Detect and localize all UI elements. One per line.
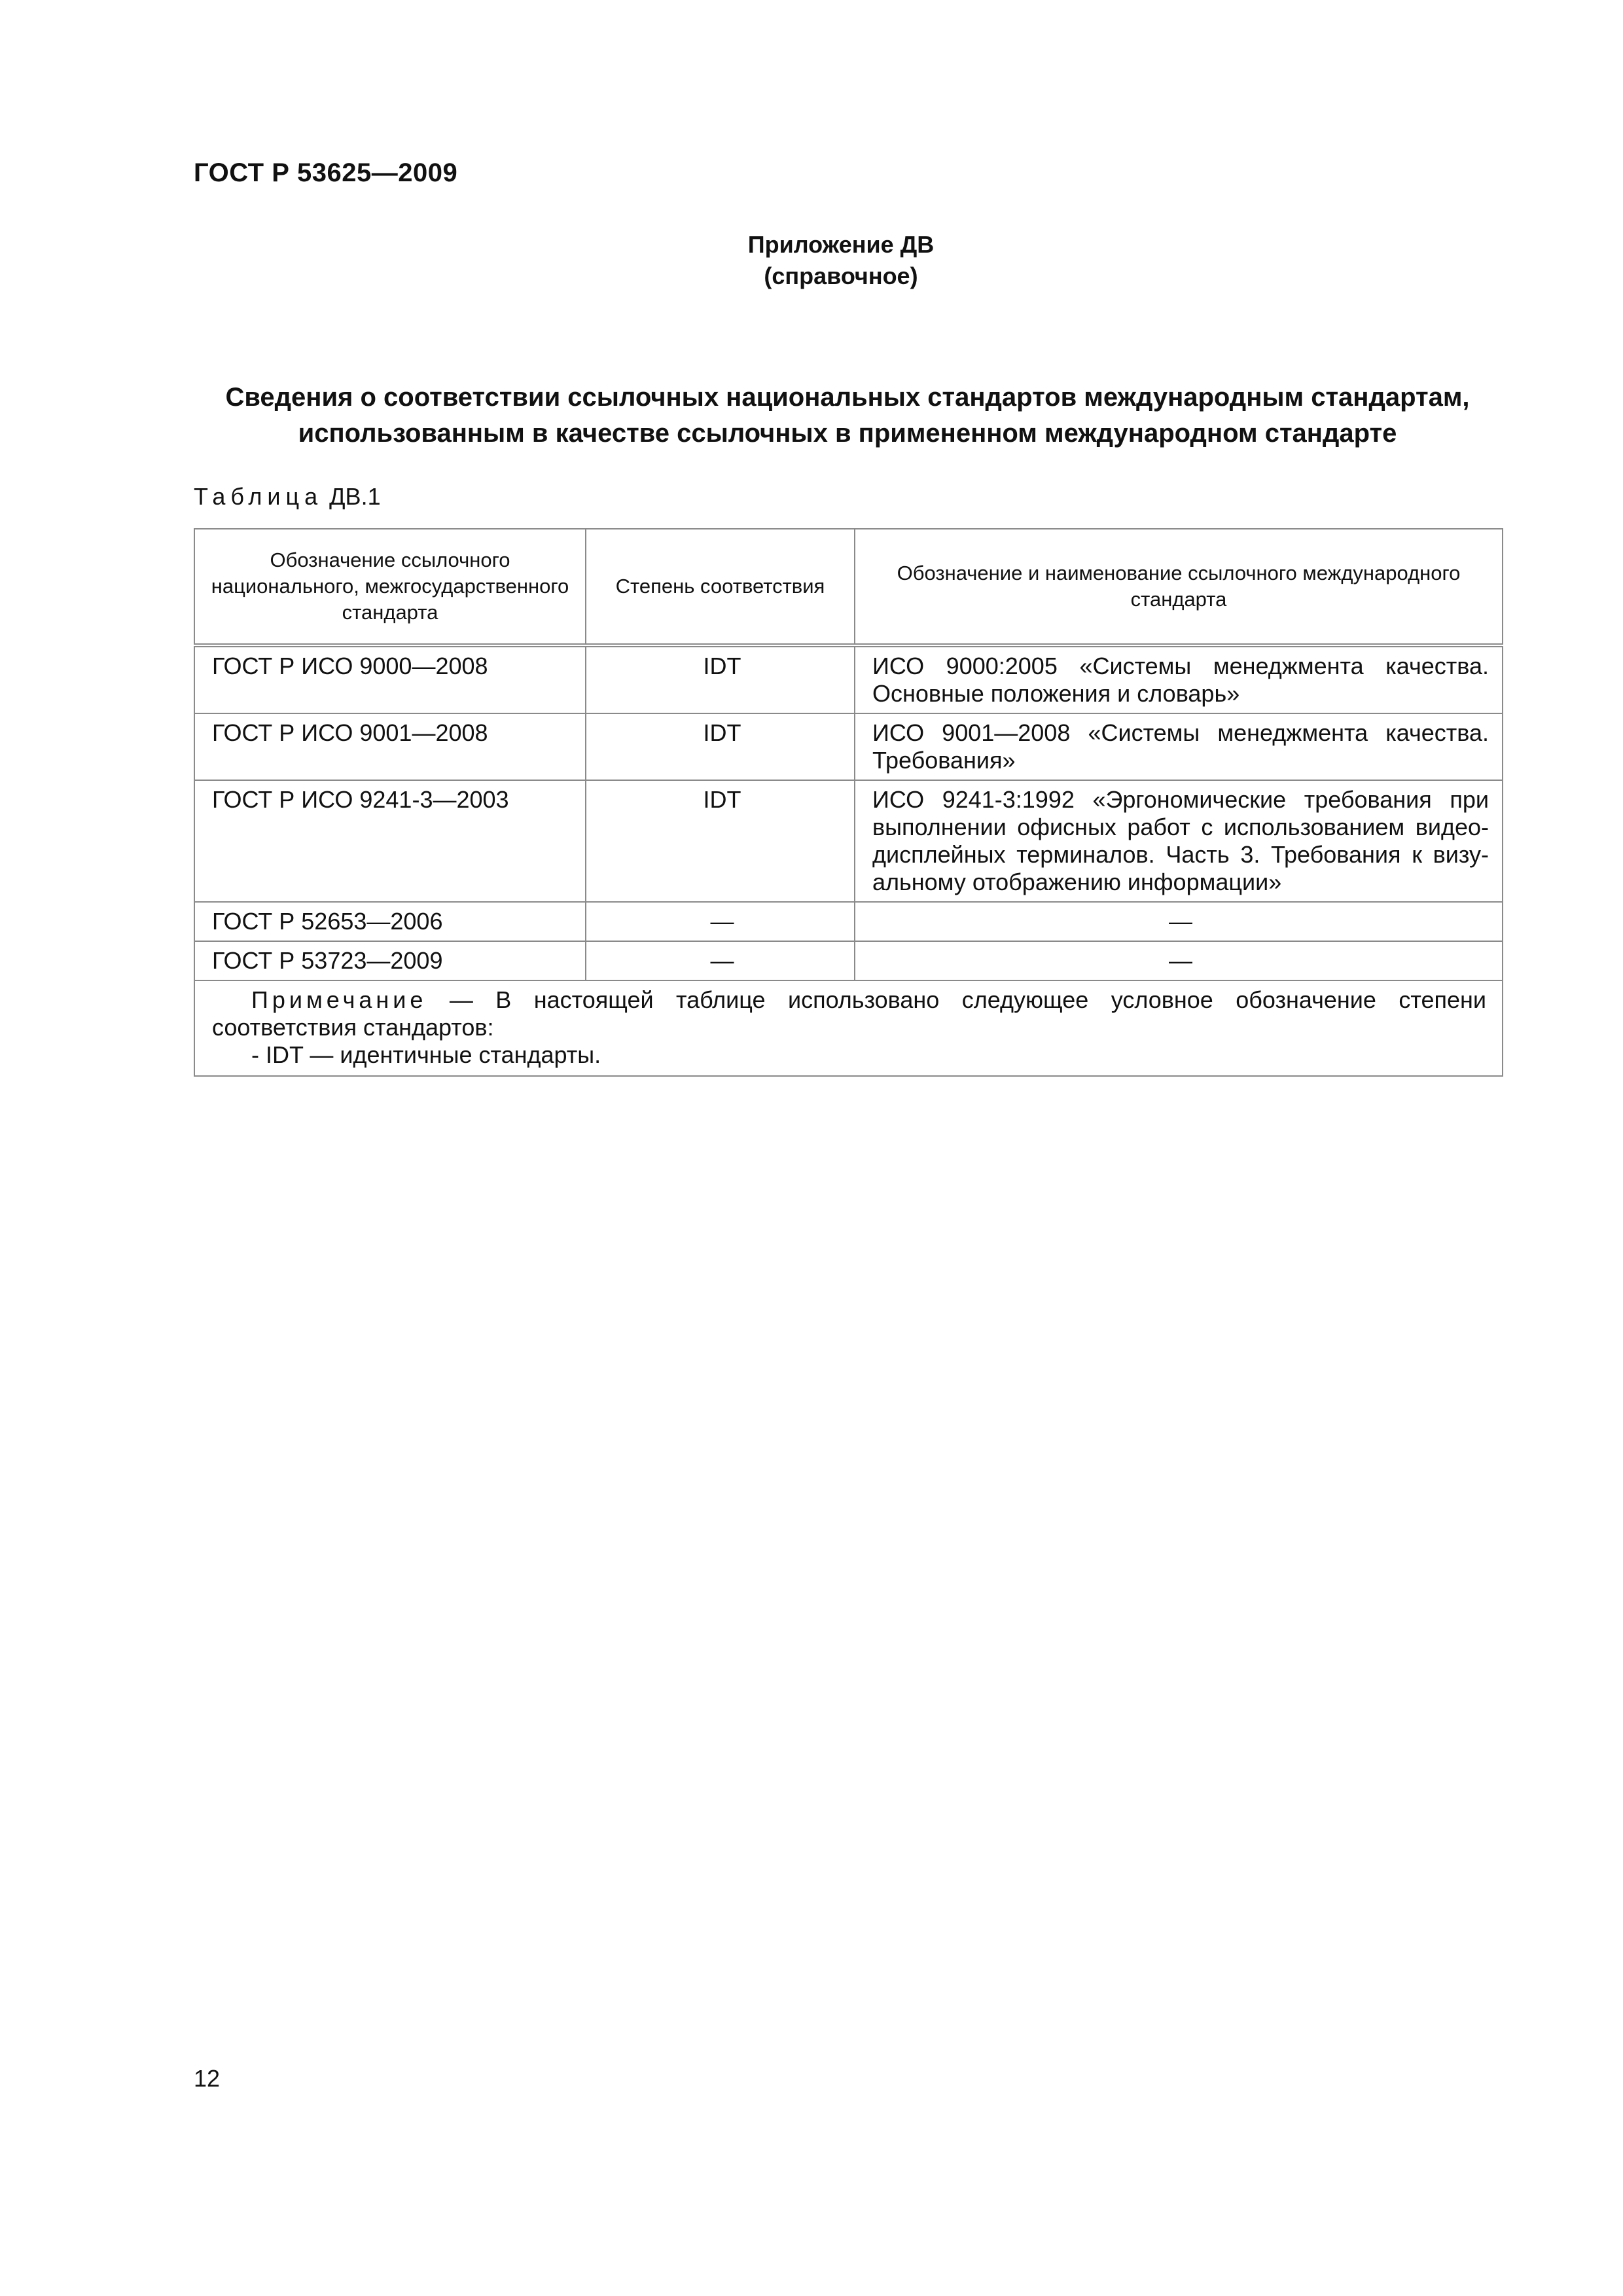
table-caption-word: Таблица (194, 483, 323, 510)
national-standard-cell: ГОСТ Р ИСО 9241-3—2003 (194, 780, 586, 902)
degree-cell: IDT (586, 780, 855, 902)
table-row (194, 713, 1503, 780)
national-standard-cell: ГОСТ Р ИСО 9001—2008 (194, 713, 586, 780)
section-title-line-2: использованным в качестве ссылочных в примененном международном стандарте (298, 419, 1397, 448)
page-number: 12 (194, 2065, 221, 2092)
appendix-heading (0, 229, 1623, 292)
national-standard-cell: ГОСТ Р ИСО 9000—2008 (194, 645, 586, 713)
note-text: — В настоящей таблице использовано следующее условное обозначение степени соответствия стандартов: (212, 986, 1486, 1041)
table-row (194, 780, 1503, 902)
table-row (194, 941, 1503, 980)
degree-cell: — (586, 941, 855, 980)
standards-correspondence-table (194, 528, 1503, 1077)
document-designation: ГОСТ Р 53625—2009 (194, 158, 458, 187)
table-note (194, 980, 1503, 1076)
column-header-degree: Степень соответствия (586, 529, 855, 645)
section-title (194, 380, 1501, 452)
note-label: Примечание (251, 986, 427, 1013)
table-caption (194, 483, 381, 511)
international-standard-cell: — (855, 902, 1503, 941)
international-standard-cell: ИСО 9001—2008 «Системы менеджмента качества. Требования» (855, 713, 1503, 780)
section-title-line-1: Сведения о соответствии ссылочных национальных стандартов международным стандартам, (225, 383, 1470, 412)
table-row (194, 645, 1503, 713)
table-note-row (194, 980, 1503, 1076)
degree-cell: — (586, 902, 855, 941)
appendix-name: Приложение ДВ (747, 231, 935, 258)
table-caption-number: ДВ.1 (329, 483, 381, 510)
international-standard-cell: ИСО 9000:2005 «Системы менеджмента качества. Основные положения и словарь» (855, 645, 1503, 713)
national-standard-cell: ГОСТ Р 52653—2006 (194, 902, 586, 941)
national-standard-cell: ГОСТ Р 53723—2009 (194, 941, 586, 980)
international-standard-cell: — (855, 941, 1503, 980)
degree-cell: IDT (586, 713, 855, 780)
international-standard-cell: ИСО 9241-3:1992 «Эргономические требования при выполнении офисных работ с использованием видео-дисплейных терминалов. Часть 3. Требования к визу-альному отображению информации» (855, 780, 1503, 902)
column-header-international-standard: Обозначение и наименование ссылочного международного стандарта (855, 529, 1503, 645)
table-row (194, 902, 1503, 941)
column-header-national-standard: Обозначение ссылочного национального, межгосударственного стандарта (194, 529, 586, 645)
appendix-type: (справочное) (764, 262, 918, 289)
degree-cell: IDT (586, 645, 855, 713)
note-item: - IDT — идентичные стандарты. (251, 1041, 601, 1068)
table-header-row (194, 529, 1503, 645)
note-label-wrap (212, 986, 427, 1013)
